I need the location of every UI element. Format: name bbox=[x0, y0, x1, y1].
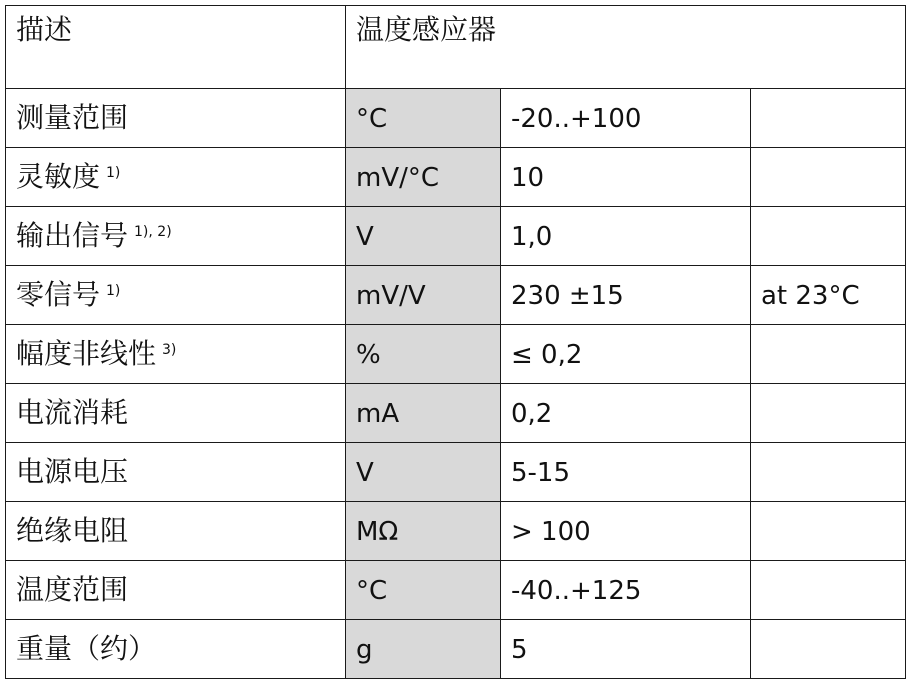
footnote-marker: 1), 2) bbox=[134, 224, 172, 240]
parameter-note: at 23°C bbox=[761, 280, 860, 311]
unit-value: °C bbox=[356, 103, 388, 134]
footnote-marker: 1) bbox=[106, 165, 121, 181]
parameter-cell bbox=[6, 325, 346, 384]
table-row bbox=[6, 266, 906, 325]
value-cell bbox=[501, 502, 751, 561]
parameter-cell bbox=[6, 207, 346, 266]
unit-value: mA bbox=[356, 398, 400, 429]
table-row bbox=[6, 443, 906, 502]
parameter-value: 10 bbox=[511, 162, 545, 193]
parameter-label: 零信号 bbox=[16, 278, 101, 311]
table-row bbox=[6, 502, 906, 561]
value-cell bbox=[501, 89, 751, 148]
parameter-value: 1,0 bbox=[511, 221, 553, 252]
parameter-value: ≤ 0,2 bbox=[511, 339, 583, 370]
parameter-value: 230 ±15 bbox=[511, 280, 624, 311]
value-cell bbox=[501, 561, 751, 620]
note-cell bbox=[751, 325, 906, 384]
parameter-label: 重量（约） bbox=[16, 632, 157, 665]
parameter-label: 温度范围 bbox=[16, 573, 129, 606]
footnote-marker: 3) bbox=[162, 342, 177, 358]
unit-value: g bbox=[356, 634, 373, 665]
note-cell bbox=[751, 443, 906, 502]
parameter-cell bbox=[6, 502, 346, 561]
value-cell bbox=[501, 148, 751, 207]
parameter-cell bbox=[6, 620, 346, 679]
parameter-label: 输出信号 bbox=[16, 219, 129, 252]
unit-value: V bbox=[356, 457, 374, 488]
unit-cell bbox=[346, 89, 501, 148]
footnote-marker: 1) bbox=[106, 283, 121, 299]
unit-cell bbox=[346, 384, 501, 443]
parameter-cell bbox=[6, 89, 346, 148]
note-cell bbox=[751, 620, 906, 679]
unit-value: mV/V bbox=[356, 280, 426, 311]
parameter-value: -20..+100 bbox=[511, 103, 642, 134]
unit-cell bbox=[346, 325, 501, 384]
value-cell bbox=[501, 384, 751, 443]
parameter-cell bbox=[6, 266, 346, 325]
note-cell bbox=[751, 384, 906, 443]
product-name: 温度感应器 bbox=[356, 13, 497, 46]
note-cell bbox=[751, 89, 906, 148]
value-cell bbox=[501, 620, 751, 679]
table-row bbox=[6, 620, 906, 679]
parameter-value: > 100 bbox=[511, 516, 591, 547]
table-row bbox=[6, 384, 906, 443]
unit-value: MΩ bbox=[356, 516, 399, 547]
table-row bbox=[6, 89, 906, 148]
unit-cell bbox=[346, 266, 501, 325]
value-cell bbox=[501, 207, 751, 266]
parameter-label: 测量范围 bbox=[16, 101, 129, 134]
value-cell bbox=[501, 443, 751, 502]
unit-cell bbox=[346, 148, 501, 207]
parameter-value: -40..+125 bbox=[511, 575, 642, 606]
parameter-label: 电源电压 bbox=[16, 455, 129, 488]
parameter-label: 电流消耗 bbox=[16, 396, 129, 429]
note-cell bbox=[751, 148, 906, 207]
table-row bbox=[6, 561, 906, 620]
unit-cell bbox=[346, 561, 501, 620]
description-header-cell bbox=[6, 6, 346, 89]
parameter-label: 绝缘电阻 bbox=[16, 514, 129, 547]
unit-cell bbox=[346, 207, 501, 266]
product-name-cell bbox=[346, 6, 906, 89]
note-cell bbox=[751, 502, 906, 561]
table-row bbox=[6, 207, 906, 266]
note-cell bbox=[751, 207, 906, 266]
value-cell bbox=[501, 325, 751, 384]
parameter-value: 5-15 bbox=[511, 457, 571, 488]
parameter-cell bbox=[6, 561, 346, 620]
note-cell bbox=[751, 266, 906, 325]
parameter-label: 灵敏度 bbox=[16, 160, 101, 193]
table-row bbox=[6, 148, 906, 207]
value-cell bbox=[501, 266, 751, 325]
parameter-value: 5 bbox=[511, 634, 528, 665]
parameter-cell bbox=[6, 443, 346, 502]
spec-table bbox=[5, 5, 906, 679]
parameter-value: 0,2 bbox=[511, 398, 553, 429]
description-label: 描述 bbox=[16, 13, 73, 46]
parameter-cell bbox=[6, 384, 346, 443]
note-cell bbox=[751, 561, 906, 620]
parameter-cell bbox=[6, 148, 346, 207]
table-header-row bbox=[6, 6, 906, 89]
unit-cell bbox=[346, 443, 501, 502]
unit-value: V bbox=[356, 221, 374, 252]
unit-cell bbox=[346, 620, 501, 679]
table-row bbox=[6, 325, 906, 384]
unit-value: °C bbox=[356, 575, 388, 606]
unit-cell bbox=[346, 502, 501, 561]
unit-value: % bbox=[356, 339, 381, 370]
unit-value: mV/°C bbox=[356, 162, 440, 193]
parameter-label: 幅度非线性 bbox=[16, 337, 157, 370]
